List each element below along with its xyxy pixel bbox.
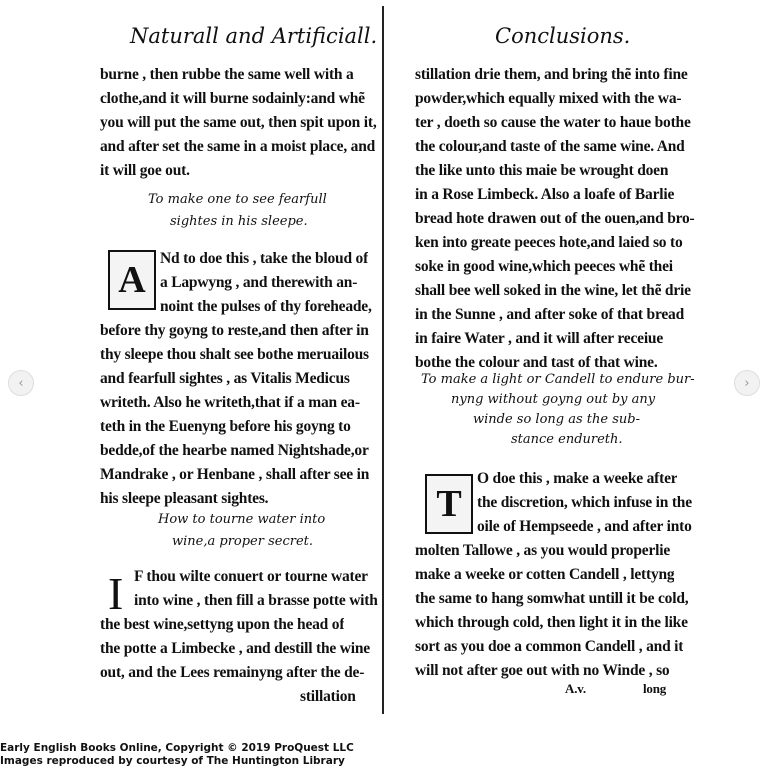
text-line: in the Sunne , and after soke of that bread — [415, 306, 684, 323]
text-line: and after set the same in a moist place, and — [100, 138, 376, 155]
text-line: bread hote drawen out of the ouen,and bro- — [415, 210, 695, 227]
copyright-notice: Early English Books Online, Copyright © 2019 ProQuest LLC — [0, 742, 354, 754]
text-line: the like unto this maie be wrought doen — [415, 162, 669, 179]
text-line: teth in the Euenyng before his goyng to — [100, 418, 351, 435]
right-page — [415, 0, 695, 712]
text-line: and fearfull sightes , as Vitalis Medicus — [100, 370, 350, 387]
text-line: noint the pulses of thy foreheade, — [160, 298, 372, 315]
text-line: will not after goe out with no Winde , so — [415, 662, 670, 679]
text-line: O doe this , make a weeke after — [477, 470, 678, 487]
text-line: F thou wilte conuert or tourne water — [134, 568, 368, 585]
section-heading: stance endureth. — [511, 432, 623, 447]
page-gutter — [382, 6, 384, 714]
text-line: bothe the colour and tast of that wine. — [415, 354, 658, 371]
right-running-head: Conclusions. — [495, 24, 631, 48]
text-line: which through cold, then light it in the like — [415, 614, 688, 631]
text-line: the best wine,settyng upon the head of — [100, 616, 345, 633]
text-line: ken into greate peeces hote,and laied so to — [415, 234, 683, 251]
text-line: the same to hang somwhat untill it be cold, — [415, 590, 689, 607]
text-line: in a Rose Limbeck. Also a loafe of Barlie — [415, 186, 675, 203]
text-line: writeth. Also he writeth,that if a man ea- — [100, 394, 360, 411]
section-heading: To make a light or Candell to endure bur- — [421, 372, 695, 387]
text-line: you will put the same out, then spit upon it, — [100, 114, 377, 131]
catchword: long — [643, 681, 667, 696]
text-line: thy sleepe thou shalt see bothe meruailous — [100, 346, 369, 363]
section-heading: winde so long as the sub- — [473, 412, 640, 427]
section-heading: wine,a proper secret. — [172, 534, 314, 549]
section-heading: How to tourne water into — [158, 512, 326, 527]
catchword: stillation — [300, 688, 356, 705]
text-line: soke in good wine,which peeces whẽ thei — [415, 258, 673, 275]
text-line: bedde,of the hearbe named Nightshade,or — [100, 442, 369, 459]
text-line: burne , then rubbe the same well with a — [100, 66, 354, 83]
text-line: shall bee well soked in the wine, let thẽ drie — [415, 282, 691, 299]
text-line: into wine , then fill a brasse potte with — [134, 592, 378, 609]
text-line: stillation drie them, and bring thẽ into fine — [415, 66, 688, 83]
image-credit: Images reproduced by courtesy of The Huntington Library — [0, 755, 345, 767]
ornamental-initial — [425, 474, 473, 534]
initial-letter: I — [108, 568, 124, 619]
text-line: before thy goyng to reste,and then after in — [100, 322, 369, 339]
chevron-left-icon: ‹ — [18, 375, 24, 391]
section-heading: nyng without goyng out by any — [451, 392, 656, 407]
text-line: Mandrake , or Henbane , shall after see in — [100, 466, 370, 483]
text-line: sort as you doe a common Candell , and it — [415, 638, 684, 655]
text-line: a Lapwyng , and therewith an- — [160, 274, 358, 291]
next-page-button[interactable] — [734, 370, 760, 396]
text-line: ter , doeth so cause the water to haue bothe — [415, 114, 691, 131]
left-running-head: Naturall and Artificiall. — [130, 24, 378, 48]
text-line: make a weeke or cotten Candell , lettyng — [415, 566, 675, 583]
text-line: oile of Hempseede , and after into — [477, 518, 692, 535]
text-line: the discretion, which infuse in the — [477, 494, 692, 511]
text-line: the colour,and taste of the same wine. And — [415, 138, 685, 155]
initial-letter: A — [118, 259, 146, 301]
text-line: in faire Water , and it will after receiue — [415, 330, 664, 347]
text-line: Nd to doe this , take the bloud of — [160, 250, 369, 267]
ornamental-initial — [108, 250, 156, 310]
left-page — [100, 0, 378, 712]
section-heading: To make one to see fearfull — [148, 192, 327, 207]
initial-letter: T — [436, 483, 462, 525]
text-line: powder,which equally mixed with the wa- — [415, 90, 682, 107]
previous-page-button[interactable] — [8, 370, 34, 396]
text-line: the potte a Limbecke , and destill the wine — [100, 640, 370, 657]
signature-mark: A.v. — [565, 681, 586, 696]
text-line: out, and the Lees remainyng after the de- — [100, 664, 365, 681]
text-line: his sleepe pleasant sightes. — [100, 490, 269, 507]
chevron-right-icon: › — [744, 375, 750, 391]
section-heading: sightes in his sleepe. — [170, 214, 308, 229]
text-line: clothe,and it will burne sodainly:and whẽ — [100, 90, 365, 107]
text-line: it will goe out. — [100, 162, 190, 179]
text-line: molten Tallowe , as you would properlie — [415, 542, 671, 559]
